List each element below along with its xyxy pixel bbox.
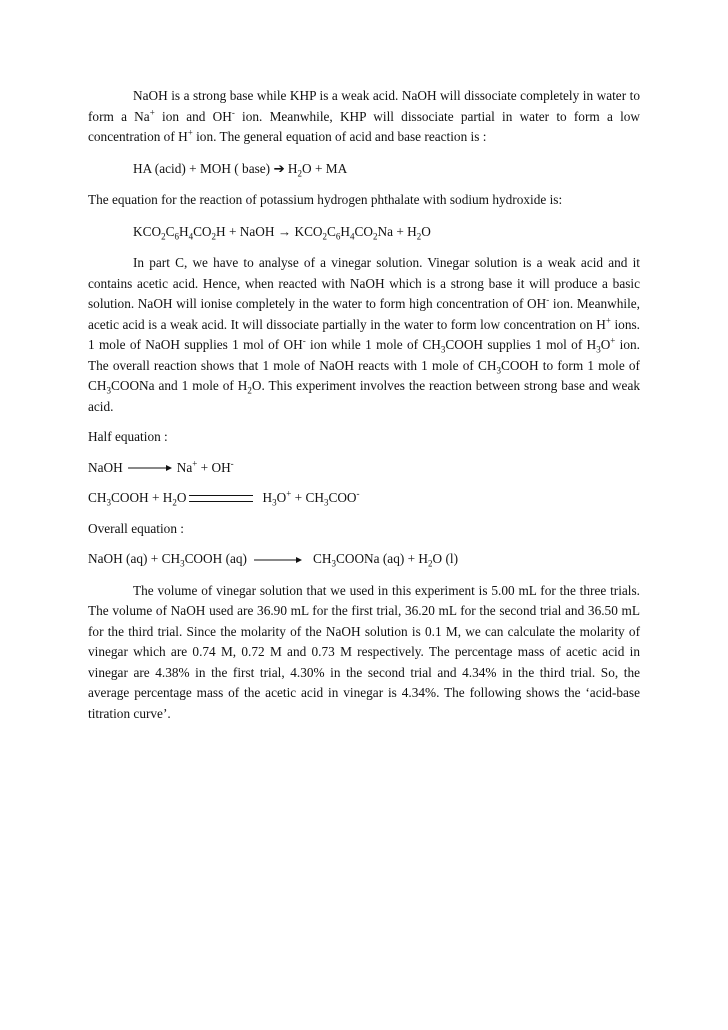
reaction-arrow-icon <box>253 556 303 564</box>
reaction-arrow-icon <box>127 464 173 472</box>
khp-naoh-equation: $KCO_2C_6H_4CO_2H$ + NaOH → $KCO_2C_6H_4CO_2Na + H_2O$ <box>133 223 431 242</box>
right-arrow-icon: → <box>277 223 292 239</box>
document-body <box>88 86 640 724</box>
paragraph-part-c: In part C, we have to analyse of a vinegar solution. Vinegar solution is a weak acid and it contains acetic acid. Hence, when reacted with NaOH which is a strong base it will produce a basic solution. NaOH will ionise completely in the water to form high concentration of OH- ion. Meanwhile, acetic acid is a weak acid. It will dissociate partially in the water to form low concentration on H+ ions. 1 mole of NaOH supplies 1 mol of OH- ion while 1 mole of $CH_3COOH$ supplies 1 mol of $H_3O^+$ ion. The overall reaction shows that 1 mole of NaOH reacts with 1 mole of $CH_3COOH$ to form 1 mole of $CH_3COONa$ and 1 mole of $H_2O$. This experiment involves the reaction between strong base and weak acid. <box>88 255 640 414</box>
right-arrow-icon: ➔ <box>273 160 285 176</box>
equilibrium-line-icon <box>189 495 253 502</box>
khp-intro: The equation for the reaction of potassium hydrogen phthalate with sodium hydroxide is: <box>88 192 563 207</box>
paragraph-results: The volume of vinegar solution that we used in this experiment is 5.00 mL for the three trials. The volume of NaOH used are 36.90 mL for the first trial, 36.20 mL for the second trial and 36.50 mL for the third trial. Since the molarity of the NaOH solution is 0.1 M, we can calculate the molarity of vinegar which are 0.74 M, 0.72 M and 0.73 M respectively. The percentage mass of acetic acid in vinegar are 4.38% in the first trial, 4.30% in the second trial and 4.34% in the third trial. So, the average percentage mass of the acetic acid in vinegar is 4.34%. The following shows the ‘acid-base titration curve’. <box>88 582 640 721</box>
overall-equation-label: Overall equation : <box>88 520 184 536</box>
paragraph-naoh-khp: NaOH is a strong base while KHP is a weak acid. NaOH will dissociate completely in water to form a Na+ ion and OH- ion. Meanwhile, KHP will dissociate partial in water to form a low concentration of H+ ion. The general equation of acid and base reaction is : <box>88 88 641 144</box>
half-equation-acetic-acid: $CH_3COOH + H_2O$ $H_3O^+ + CH_3COO^-$ <box>88 488 360 508</box>
half-equation-label: Half equation : <box>88 429 168 444</box>
general-acid-base-equation: HA (acid) + MOH ( base) ➔ $H_2O$ + MA <box>133 160 348 179</box>
overall-equation: NaOH $(aq) + CH_3COOH$ (aq) $CH_3COONa$ $(aq) + H_2O$ (l) <box>88 551 459 569</box>
half-equation-naoh: NaOH Na+ + OH- <box>88 458 234 475</box>
